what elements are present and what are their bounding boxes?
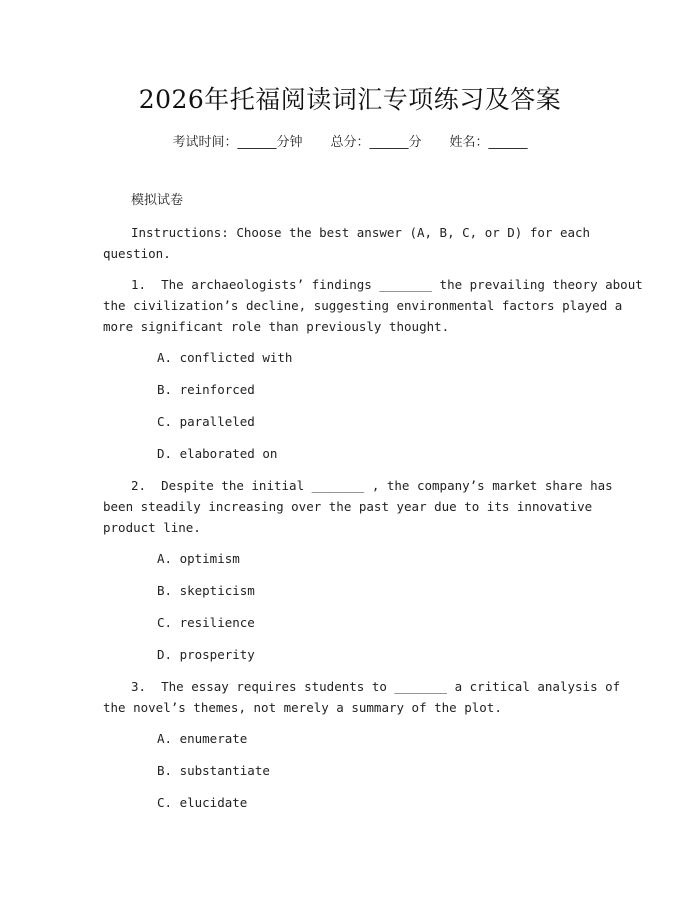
question-text-line: 3. The essay requires students to _______ a critical analysis of [131, 679, 621, 694]
student-name: 姓名：______ [449, 135, 528, 150]
total-score: 总分：______分 [330, 135, 422, 150]
section-label: 模拟试卷 [131, 193, 184, 208]
question-text-line: more significant role than previously thought. [103, 319, 450, 334]
option-c: C. resilience [157, 615, 255, 630]
option-b: B. reinforced [157, 382, 255, 397]
question-text-line: the novel’s themes, not merely a summary of the plot. [103, 700, 502, 715]
page-title: 2026年托福阅读词汇专项练习及答案 [138, 85, 562, 114]
question-text-line: 1. The archaeologists’ findings _______ the prevailing theory about [131, 277, 643, 292]
option-d: D. elaborated on [157, 446, 278, 461]
option-a: A. enumerate [157, 731, 248, 746]
exam-meta [0, 131, 700, 150]
option-c: C. paralleled [157, 414, 255, 429]
option-b: B. substantiate [157, 763, 270, 778]
option-a: A. conflicted with [157, 350, 293, 365]
question-text-line: the civilization’s decline, suggesting environmental factors played a [103, 298, 623, 313]
question-text-line: 2. Despite the initial _______ , the company’s market share has [131, 478, 613, 493]
option-a: A. optimism [157, 551, 240, 566]
option-d: D. prosperity [157, 647, 255, 662]
instructions-line-1: Instructions: Choose the best answer (A, B, C, or D) for each [131, 225, 591, 240]
question-text-line: product line. [103, 520, 201, 535]
exam-time: 考试时间：______分钟 [172, 135, 303, 150]
option-b: B. skepticism [157, 583, 255, 598]
instructions-line-2: question. [103, 246, 171, 261]
option-c: C. elucidate [157, 795, 248, 810]
question-text-line: been steadily increasing over the past year due to its innovative [103, 499, 593, 514]
